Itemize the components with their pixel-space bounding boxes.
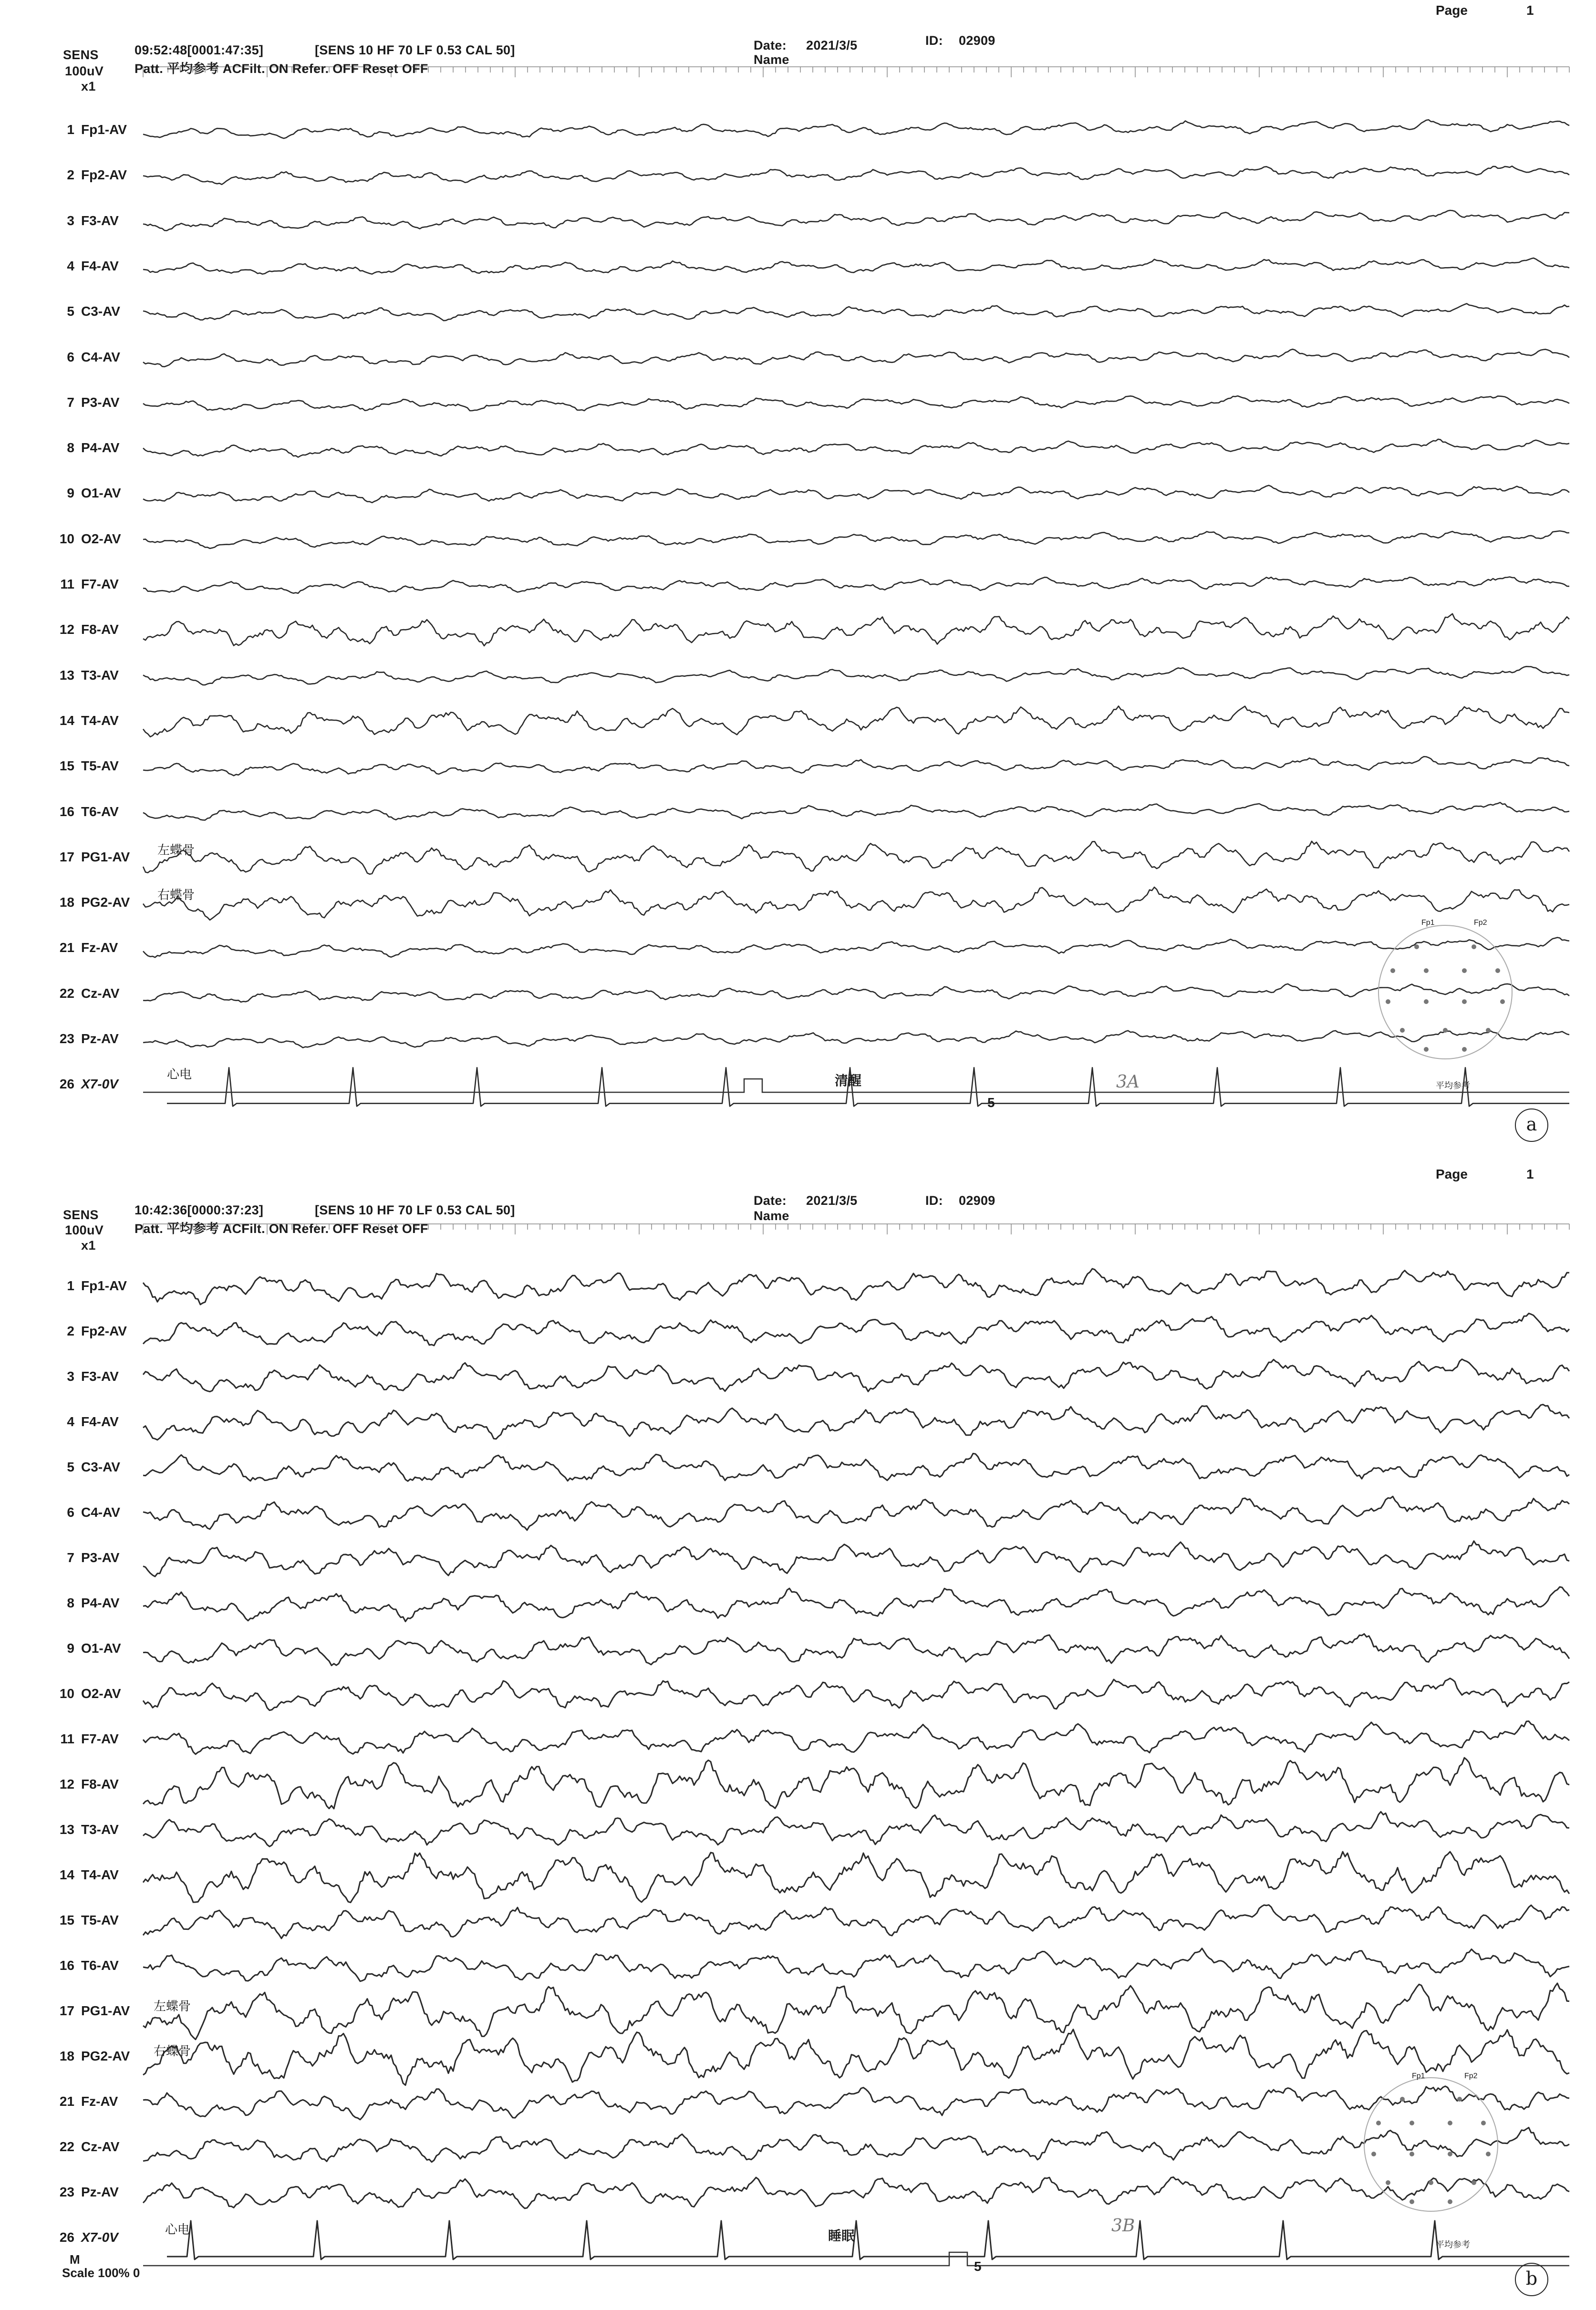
- channel-name: T6-AV: [81, 1958, 119, 1973]
- channel-name: C3-AV: [81, 1460, 120, 1474]
- channel-label-cz-av: [46, 986, 119, 1001]
- trace-f8-av: [143, 1758, 1569, 1809]
- channel-number: 13: [59, 1822, 74, 1837]
- electrode-dot: [1462, 999, 1467, 1004]
- electrode-dot: [1371, 2152, 1376, 2156]
- channel-number: 10: [59, 1686, 74, 1701]
- page-number: 1: [1526, 1167, 1534, 1181]
- electrode-dot: [1390, 968, 1395, 973]
- trace-f3-av: [143, 210, 1569, 230]
- channel-name: F3-AV: [81, 1369, 119, 1384]
- channel-name: T6-AV: [81, 804, 119, 819]
- trace-o2-av: [143, 1678, 1569, 1710]
- trace-t6-av: [143, 802, 1569, 820]
- trace-pg1-av: [143, 1983, 1569, 2040]
- trace-t4-av: [143, 1852, 1569, 1902]
- channel-number: 9: [67, 1641, 74, 1656]
- trace-c4-av: [143, 1496, 1569, 1530]
- electrode-dot: [1400, 2097, 1405, 2102]
- name-label: Name: [754, 52, 789, 67]
- montage-label: 平均参考: [1436, 2240, 1470, 2249]
- electrode-dot: [1448, 2152, 1452, 2156]
- channel-label-fp1-av: [46, 1278, 127, 1294]
- montage-electrode-fp2: Fp2: [1464, 2072, 1478, 2080]
- name-label: Name: [754, 1209, 789, 1223]
- channel-number: 15: [59, 1913, 74, 1927]
- pg2-note: 右蝶骨: [154, 2044, 191, 2058]
- trace-f4-av: [143, 258, 1569, 274]
- electrode-dot: [1409, 2199, 1414, 2204]
- electrode-dot: [1495, 968, 1500, 973]
- channel-name: PG1-AV: [81, 2003, 130, 2018]
- channel-number: 1: [67, 122, 74, 137]
- channel-name: X7-0V: [81, 1077, 118, 1092]
- channel-label-p3-av: [46, 395, 119, 410]
- channel-number: 8: [67, 440, 74, 456]
- channel-name: X7-0V: [81, 2230, 118, 2245]
- channel-number: 9: [67, 486, 74, 501]
- time-axis: [143, 2252, 1569, 2266]
- electrode-dot: [1500, 999, 1505, 1004]
- channel-name: C3-AV: [81, 304, 120, 319]
- trace-f4-av: [143, 1405, 1569, 1440]
- channel-number: 6: [67, 1505, 74, 1520]
- channel-label-fz-av: [46, 940, 118, 955]
- channel-name: C4-AV: [81, 349, 120, 364]
- channel-name: F7-AV: [81, 577, 119, 591]
- electrode-dot: [1424, 968, 1429, 973]
- trace-o1-av: [143, 486, 1569, 503]
- channel-number: 15: [59, 758, 74, 774]
- trace-c3-av: [143, 1453, 1569, 1481]
- channel-name: Pz-AV: [81, 2185, 119, 2199]
- trace-fp2-av: [143, 166, 1569, 184]
- channel-name: T5-AV: [81, 758, 119, 774]
- channel-number: 7: [67, 394, 74, 410]
- channel-number: 26: [59, 2230, 74, 2245]
- channel-label-o1-av: [46, 486, 121, 501]
- trace-pg2-av: [143, 887, 1569, 920]
- channel-name: F7-AV: [81, 1731, 119, 1746]
- channel-name: F3-AV: [81, 213, 119, 228]
- trace-c3-av: [143, 304, 1569, 321]
- electrode-dot: [1448, 2121, 1452, 2125]
- channel-name: Fp2-AV: [81, 167, 127, 183]
- channel-name: T5-AV: [81, 1913, 119, 1927]
- page-label: Page: [1436, 3, 1468, 18]
- channel-label-pg1-av: [46, 849, 130, 865]
- channel-name: Pz-AV: [81, 1031, 119, 1046]
- channel-label-f3-av: [46, 213, 119, 228]
- channel-name: O1-AV: [81, 486, 121, 501]
- time-marker-label: 5: [974, 2259, 982, 2274]
- channel-label-t5-av: [46, 1913, 119, 1928]
- electrode-dot: [1376, 2121, 1381, 2125]
- mult-label: x1: [81, 1238, 96, 1253]
- channel-number: 13: [59, 667, 74, 683]
- trace-pg2-av: [143, 2030, 1569, 2085]
- channel-label-fp1-av: [46, 122, 127, 137]
- electrode-dot: [1414, 944, 1419, 949]
- trace-t5-av: [143, 1905, 1569, 1938]
- channel-number: 17: [59, 2003, 74, 2018]
- electrode-dot: [1400, 1028, 1405, 1033]
- channel-name: Fz-AV: [81, 940, 118, 955]
- eeg-traces-a: [0, 0, 1596, 1154]
- montage-label: 平均参考: [1436, 1081, 1470, 1090]
- channel-number: 7: [67, 1550, 74, 1565]
- trace-fp2-av: [143, 1314, 1569, 1346]
- channel-number: 2: [67, 1324, 74, 1338]
- pg1-note: 左蝶骨: [154, 1999, 191, 2013]
- electrode-dot: [1472, 944, 1476, 949]
- id-value: 02909: [959, 1193, 995, 1208]
- channel-label-cz-av: [46, 2139, 119, 2155]
- panel-letter-a: a: [1515, 1108, 1548, 1142]
- channel-number: 21: [59, 940, 74, 955]
- channel-label-t4-av: [46, 1867, 119, 1883]
- handwritten-note: 3A: [1116, 1072, 1140, 1092]
- ecg-note: 心电: [167, 1067, 192, 1081]
- trace-pg1-av: [143, 841, 1569, 874]
- trace-p3-av: [143, 1541, 1569, 1576]
- electrode-dot: [1481, 2121, 1486, 2125]
- electrode-dot: [1409, 2121, 1414, 2125]
- channel-name: O1-AV: [81, 1641, 121, 1656]
- channel-name: C4-AV: [81, 1505, 120, 1520]
- channel-name: PG1-AV: [81, 849, 130, 864]
- pg1-note: 左蝶骨: [157, 843, 195, 857]
- pg2-note: 右蝶骨: [157, 888, 195, 902]
- montage-head-diagram: [1378, 925, 1512, 1059]
- channel-label-t6-av: [46, 804, 119, 819]
- channel-number: 5: [67, 304, 74, 319]
- channel-label-c4-av: [46, 350, 120, 365]
- electrode-dot: [1443, 1028, 1448, 1033]
- channel-number: 3: [67, 213, 74, 228]
- channel-number: 18: [59, 2049, 74, 2063]
- electrode-dot: [1486, 1028, 1491, 1033]
- trace-pz-av: [143, 1031, 1569, 1048]
- channel-label-p4-av: [46, 1595, 119, 1611]
- channel-label-t4-av: [46, 713, 119, 728]
- channel-name: P3-AV: [81, 1550, 120, 1565]
- scale-mark: M: [70, 2252, 80, 2267]
- channel-name: Fp2-AV: [81, 1324, 127, 1338]
- sens-label: SENS: [63, 48, 99, 62]
- patt-label: Patt. 平均参考 ACFilt. ON Refer. OFF Reset OFF: [135, 62, 428, 76]
- trace-p4-av: [143, 439, 1569, 457]
- channel-number: 10: [59, 531, 74, 546]
- channel-number: 12: [59, 1777, 74, 1792]
- channel-name: T4-AV: [81, 1867, 119, 1882]
- channel-number: 16: [59, 804, 74, 819]
- electrode-dot: [1429, 2180, 1433, 2185]
- eeg-panel-a: [0, 0, 1596, 1154]
- channel-name: O2-AV: [81, 531, 121, 546]
- channel-name: P4-AV: [81, 440, 120, 456]
- channel-number: 8: [67, 1595, 74, 1610]
- channel-label-pz-av: [46, 2185, 119, 2200]
- trace-x7-0v: [167, 1067, 1569, 1106]
- trace-o2-av: [143, 531, 1569, 549]
- electrode-dot: [1462, 968, 1467, 973]
- channel-name: T4-AV: [81, 713, 119, 728]
- patt-label: Patt. 平均参考 ACFilt. ON Refer. OFF Reset OFF: [135, 1222, 428, 1236]
- page-label: Page: [1436, 1167, 1468, 1181]
- channel-number: 3: [67, 1369, 74, 1384]
- channel-label-f7-av: [46, 1731, 119, 1747]
- id-label: ID:: [925, 1193, 943, 1208]
- trace-cz-av: [143, 984, 1569, 1002]
- trace-t3-av: [143, 1812, 1569, 1846]
- trace-t6-av: [143, 1948, 1569, 1981]
- trace-f7-av: [143, 1721, 1569, 1754]
- trace-fp1-av: [143, 1269, 1569, 1305]
- channel-name: Fp1-AV: [81, 122, 127, 137]
- montage-electrode-fp1: Fp1: [1412, 2072, 1425, 2080]
- channel-number: 12: [59, 622, 74, 637]
- time-label: 09:52:48[0001:47:35]: [135, 43, 264, 57]
- channel-label-f7-av: [46, 577, 119, 592]
- channel-name: PG2-AV: [81, 2049, 130, 2063]
- channel-name: F4-AV: [81, 1414, 119, 1429]
- trace-f8-av: [143, 614, 1569, 646]
- channel-label-c3-av: [46, 1460, 120, 1475]
- channel-label-o2-av: [46, 1686, 121, 1701]
- panel-letter-b: b: [1515, 2263, 1548, 2296]
- channel-label-o1-av: [46, 1641, 121, 1656]
- electrode-dot: [1472, 2180, 1476, 2185]
- channel-name: Fz-AV: [81, 2094, 118, 2109]
- trace-p4-av: [143, 1587, 1569, 1622]
- electrode-dot: [1462, 1047, 1467, 1052]
- electrode-dot: [1486, 2152, 1491, 2156]
- channel-number: 14: [59, 713, 74, 728]
- channel-number: 16: [59, 1958, 74, 1973]
- trace-fz-av: [143, 2086, 1569, 2120]
- trace-f3-av: [143, 1359, 1569, 1392]
- channel-number: 5: [67, 1460, 74, 1474]
- channel-number: 6: [67, 349, 74, 364]
- channel-number: 22: [59, 2139, 74, 2154]
- channel-name: P4-AV: [81, 1595, 120, 1610]
- channel-name: Cz-AV: [81, 2139, 120, 2154]
- trace-o1-av: [143, 1634, 1569, 1666]
- settings-label: [SENS 10 HF 70 LF 0.53 CAL 50]: [315, 43, 515, 57]
- electrode-dot: [1386, 2180, 1390, 2185]
- trace-t3-av: [143, 666, 1569, 685]
- date-value: 2021/3/5: [806, 38, 858, 52]
- channel-name: P3-AV: [81, 394, 120, 410]
- montage-electrode-fp2: Fp2: [1474, 919, 1487, 927]
- id-label: ID:: [925, 33, 943, 48]
- channel-label-x7-0v: [46, 2230, 118, 2245]
- channel-label-fz-av: [46, 2094, 118, 2109]
- channel-name: PG2-AV: [81, 895, 130, 910]
- channel-number: 23: [59, 1031, 74, 1046]
- channel-number: 26: [59, 1077, 74, 1092]
- electrode-dot: [1424, 999, 1429, 1004]
- channel-number: 11: [60, 1731, 74, 1746]
- channel-label-f8-av: [46, 622, 119, 637]
- electrode-dot: [1424, 1047, 1429, 1052]
- channel-label-t5-av: [46, 758, 119, 774]
- electrode-dot: [1457, 2097, 1462, 2102]
- channel-label-f4-av: [46, 1414, 119, 1430]
- channel-number: 17: [59, 849, 74, 864]
- state-label: 清醒: [835, 1073, 862, 1088]
- channel-name: Cz-AV: [81, 985, 120, 1001]
- sens-label: SENS: [63, 1208, 99, 1222]
- channel-label-c3-av: [46, 304, 120, 319]
- trace-p3-av: [143, 396, 1569, 411]
- time-label: 10:42:36[0000:37:23]: [135, 1203, 264, 1217]
- gain-label: 100uV: [65, 64, 104, 78]
- channel-name: F8-AV: [81, 622, 119, 637]
- channel-number: 4: [67, 1414, 74, 1429]
- trace-t5-av: [143, 756, 1569, 776]
- channel-label-t6-av: [46, 1958, 119, 1973]
- channel-label-c4-av: [46, 1505, 120, 1520]
- trace-fp1-av: [143, 120, 1569, 138]
- electrode-dot: [1448, 2199, 1452, 2204]
- channel-name: F8-AV: [81, 1777, 119, 1792]
- eeg-panel-b: [0, 1164, 1596, 2310]
- channel-number: 23: [59, 2185, 74, 2199]
- channel-label-p4-av: [46, 440, 119, 456]
- trace-c4-av: [143, 349, 1569, 367]
- electrode-dot: [1409, 2152, 1414, 2156]
- channel-name: T3-AV: [81, 1822, 119, 1837]
- channel-name: T3-AV: [81, 667, 119, 683]
- gain-label: 100uV: [65, 1223, 104, 1237]
- settings-label: [SENS 10 HF 70 LF 0.53 CAL 50]: [315, 1203, 515, 1217]
- channel-label-p3-av: [46, 1550, 119, 1565]
- time-marker-label: 5: [987, 1095, 995, 1110]
- channel-label-t3-av: [46, 668, 119, 683]
- channel-number: 14: [59, 1867, 74, 1882]
- channel-label-fp2-av: [46, 167, 127, 183]
- state-label: 睡眠: [828, 2228, 855, 2243]
- channel-label-f8-av: [46, 1777, 119, 1792]
- channel-label-fp2-av: [46, 1324, 127, 1339]
- channel-label-f3-av: [46, 1369, 119, 1384]
- eeg-traces-b: [0, 1164, 1596, 2310]
- channel-label-o2-av: [46, 531, 121, 547]
- handwritten-note: 3B: [1111, 2216, 1135, 2236]
- trace-f7-av: [143, 577, 1569, 593]
- channel-number: 4: [67, 258, 74, 273]
- date-label: Date:: [754, 38, 787, 52]
- channel-number: 18: [59, 895, 74, 910]
- date-label: Date:: [754, 1193, 787, 1208]
- channel-name: F4-AV: [81, 258, 119, 273]
- electrode-dot: [1386, 999, 1390, 1004]
- channel-number: 11: [60, 577, 74, 591]
- channel-label-pz-av: [46, 1031, 119, 1046]
- trace-cz-av: [143, 2128, 1569, 2162]
- channel-name: O2-AV: [81, 1686, 121, 1701]
- channel-number: 21: [59, 2094, 74, 2109]
- trace-fz-av: [143, 938, 1569, 958]
- montage-electrode-fp1: Fp1: [1421, 919, 1435, 927]
- id-value: 02909: [959, 33, 995, 48]
- ecg-note: 心电: [165, 2222, 190, 2237]
- date-value: 2021/3/5: [806, 1193, 858, 1208]
- channel-label-pg2-av: [46, 2049, 130, 2064]
- mult-label: x1: [81, 79, 96, 93]
- trace-x7-0v: [167, 2221, 1569, 2259]
- channel-label-t3-av: [46, 1822, 119, 1837]
- channel-name: Fp1-AV: [81, 1278, 127, 1293]
- channel-number: 22: [59, 985, 74, 1001]
- channel-label-pg1-av: [46, 2003, 130, 2019]
- channel-label-f4-av: [46, 259, 119, 274]
- page-number: 1: [1526, 3, 1534, 18]
- trace-t4-av: [143, 706, 1569, 736]
- scale-label: Scale 100% 0: [62, 2266, 140, 2280]
- trace-pz-av: [143, 2177, 1569, 2208]
- channel-number: 2: [67, 167, 74, 183]
- channel-number: 1: [67, 1278, 74, 1293]
- channel-label-pg2-av: [46, 895, 130, 910]
- channel-label-x7-0v: [46, 1077, 118, 1092]
